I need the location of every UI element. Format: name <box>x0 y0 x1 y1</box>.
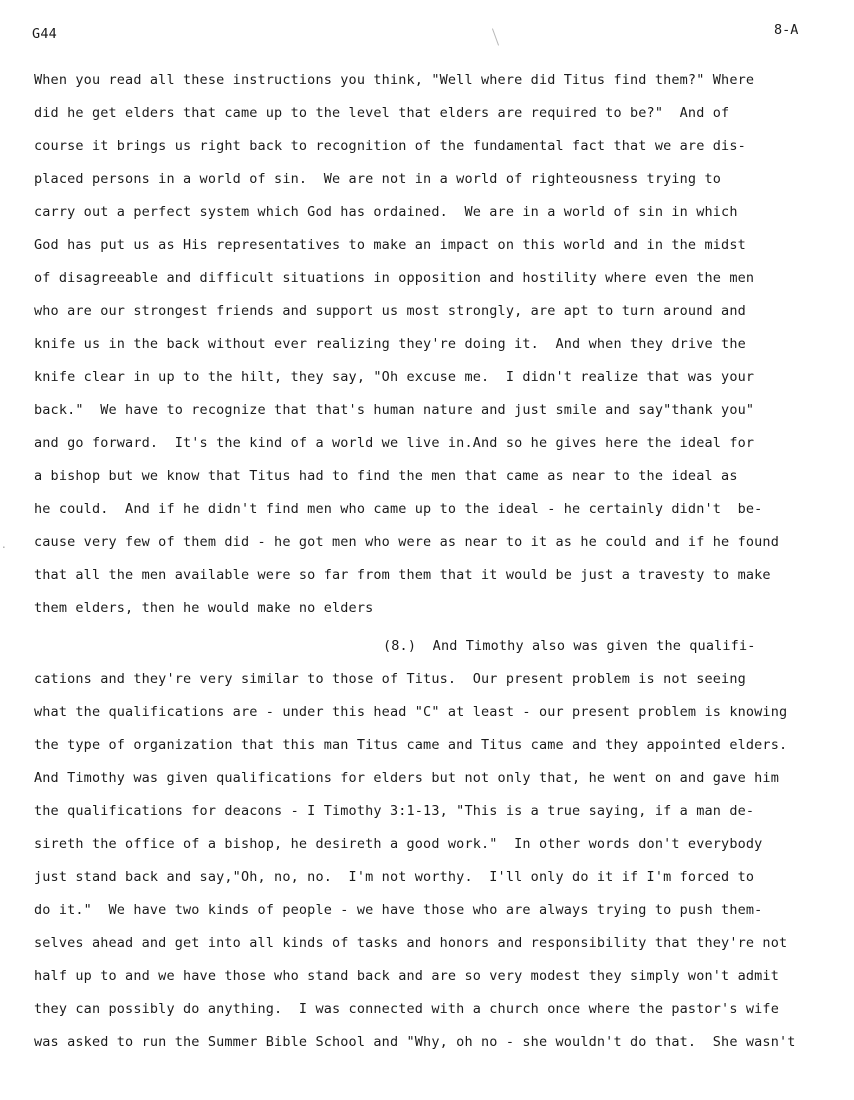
text-line: a bishop but we know that Titus had to find the men that came as near to the ideal as <box>34 468 738 484</box>
section-start-line: (8.) And Timothy also was given the qualifi- <box>383 638 756 654</box>
text-line: sireth the office of a bishop, he desireth a good work." In other words don't everybody <box>34 836 763 852</box>
text-line: the type of organization that this man Titus came and Titus came and they appointed elders. <box>34 737 788 753</box>
page-id: G44 <box>32 26 57 42</box>
text-line: and go forward. It's the kind of a world we live in.And so he gives here the ideal for <box>34 435 755 451</box>
text-line: selves ahead and get into all kinds of tasks and honors and responsibility that they're not <box>34 935 788 951</box>
text-line: they can possibly do anything. I was connected with a church once where the pastor's wife <box>34 1001 779 1017</box>
text-line: just stand back and say,"Oh, no, no. I'm not worthy. I'll only do it if I'm forced to <box>34 869 755 885</box>
text-line: half up to and we have those who stand back and are so very modest they simply won't admit <box>34 968 779 984</box>
text-line: them elders, then he would make no elders <box>34 600 374 616</box>
text-line: of disagreeable and difficult situations in opposition and hostility where even the men <box>34 270 755 286</box>
text-line: the qualifications for deacons - I Timothy 3:1-13, "This is a true saying, if a man de- <box>34 803 755 819</box>
margin-mark: ․ <box>2 538 6 551</box>
text-line: knife us in the back without ever realizing they're doing it. And when they drive the <box>34 336 746 352</box>
page-number: 8-A <box>774 22 799 38</box>
text-line: course it brings us right back to recognition of the fundamental fact that we are dis- <box>34 138 746 154</box>
text-line: that all the men available were so far from them that it would be just a travesty to make <box>34 567 771 583</box>
text-line: who are our strongest friends and support us most strongly, are apt to turn around and <box>34 303 746 319</box>
stray-mark <box>492 28 499 45</box>
text-line: he could. And if he didn't find men who came up to the ideal - he certainly didn't be- <box>34 501 763 517</box>
text-line: did he get elders that came up to the level that elders are required to be?" And of <box>34 105 730 121</box>
text-line: God has put us as His representatives to make an impact on this world and in the midst <box>34 237 746 253</box>
text-line: knife clear in up to the hilt, they say, "Oh excuse me. I didn't realize that was your <box>34 369 755 385</box>
text-line: placed persons in a world of sin. We are not in a world of righteousness trying to <box>34 171 722 187</box>
text-line: was asked to run the Summer Bible School and "Why, oh no - she wouldn't do that. She wasn't <box>34 1034 796 1050</box>
text-line: back." We have to recognize that that's human nature and just smile and say"thank you" <box>34 402 755 418</box>
text-line: And Timothy was given qualifications for elders but not only that, he went on and gave him <box>34 770 779 786</box>
text-line: what the qualifications are - under this head "C" at least - our present problem is knowing <box>34 704 788 720</box>
text-line: carry out a perfect system which God has ordained. We are in a world of sin in which <box>34 204 738 220</box>
text-line: cations and they're very similar to those of Titus. Our present problem is not seeing <box>34 671 746 687</box>
text-line: do it." We have two kinds of people - we have those who are always trying to push them- <box>34 902 763 918</box>
text-line: cause very few of them did - he got men who were as near to it as he could and if he found <box>34 534 779 550</box>
text-line: When you read all these instructions you think, "Well where did Titus find them?" Where <box>34 72 755 88</box>
